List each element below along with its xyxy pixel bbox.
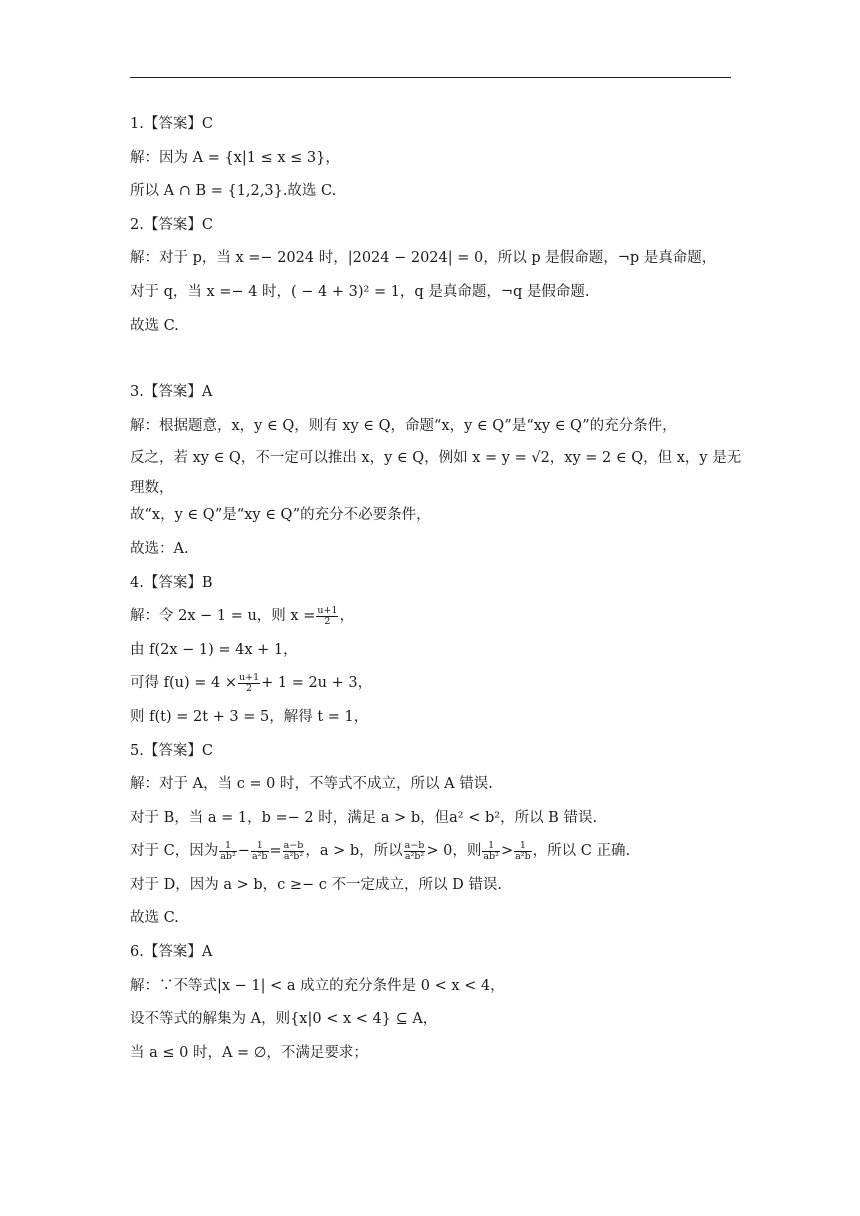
line-text: 可得 f(u) = 4 × xyxy=(130,675,237,692)
fraction-denominator: ab² xyxy=(220,850,236,862)
fraction xyxy=(514,841,532,862)
solution-line: 解：根据题意，x，y ∈ Q，则有 xy ∈ Q，命题“x，y ∈ Q”是“xy ∈ Q”的充分条件， xyxy=(130,417,677,434)
solution-line: 故选 C. xyxy=(130,910,179,927)
fraction-numerator: 1 xyxy=(514,841,532,852)
fraction-denominator: a²b xyxy=(251,850,268,862)
fraction-denominator: a²b xyxy=(515,850,531,862)
answer-heading-3: 3.【答案】A xyxy=(130,384,213,401)
fraction xyxy=(219,841,237,862)
answer-heading-4: 4.【答案】B xyxy=(130,574,213,591)
fraction-denominator: a²b² xyxy=(404,850,425,862)
fraction-numerator: 1 xyxy=(251,841,269,852)
answer-heading-6: 6.【答案】A xyxy=(130,944,213,961)
solution-line: 故选 C. xyxy=(130,317,179,334)
line-text: − xyxy=(237,843,250,860)
fraction-numerator: a−b xyxy=(404,839,425,851)
fraction xyxy=(238,673,260,694)
line-text: = xyxy=(269,843,282,860)
solution-line: 反之，若 xy ∈ Q，不一定可以推出 x，y ∈ Q，例如 x = y = √2，xy = 2 ∈ Q，但 x，y 是无 xyxy=(130,450,742,467)
fraction-numerator: 1 xyxy=(219,841,237,852)
spacer xyxy=(130,343,740,376)
fraction xyxy=(251,841,269,862)
fraction-numerator: 1 xyxy=(482,841,500,852)
fraction-numerator: a−b xyxy=(283,839,304,851)
fraction xyxy=(316,606,338,627)
fraction-denominator: a²b² xyxy=(283,850,304,862)
fraction-denominator: 2 xyxy=(324,615,331,627)
fraction xyxy=(283,841,305,862)
solution-line: 解：∵不等式|x − 1| < a 成立的充分条件是 0 < x < 4， xyxy=(130,977,505,994)
fraction-denominator: ab² xyxy=(483,850,499,862)
solution-line: 解：对于 p，当 x =− 2024 时，|2024 − 2024| = 0，所以 p 是假命题，¬p 是真命题， xyxy=(130,250,717,267)
solution-line: 对于 q，当 x =− 4 时，( − 4 + 3)² = 1，q 是真命题，¬q 是假命题. xyxy=(130,283,590,300)
answer-heading-1: 1.【答案】C xyxy=(130,116,213,132)
solution-line: 所以 A ∩ B = {1,2,3}.故选 C. xyxy=(130,183,337,200)
solution-line: 对于 B，当 a = 1，b =− 2 时，满足 a > b，但a² < b²，所以 B 错误. xyxy=(130,809,598,826)
fraction-denominator: 2 xyxy=(246,682,253,694)
header-rule xyxy=(130,77,731,78)
solution-line: 则 f(t) = 2t + 3 = 5，解得 t = 1， xyxy=(130,708,369,725)
line-text: > 0，则 xyxy=(426,843,482,860)
line-text: 对于 C，因为 xyxy=(130,843,219,860)
line-text: > xyxy=(500,843,514,860)
answer-heading-2: 2.【答案】C xyxy=(130,216,213,233)
solution-line: 解：对于 A，当 c = 0 时，不等式不成立，所以 A 错误. xyxy=(130,776,493,793)
answer-heading-5: 5.【答案】C xyxy=(130,742,213,759)
solution-line: 故选：A. xyxy=(130,540,189,557)
fraction xyxy=(482,841,500,862)
solution-line: 解：因为 A = {x|1 ≤ x ≤ 3}， xyxy=(130,149,340,166)
line-text: ，a > b，所以 xyxy=(305,843,403,860)
solution-line xyxy=(130,600,740,634)
solution-line: 故“x，y ∈ Q”是“xy ∈ Q”的充分不必要条件， xyxy=(130,507,431,524)
solution-line: 当 a ≤ 0 时，A = ∅，不满足要求； xyxy=(130,1044,368,1061)
answer-content xyxy=(130,108,740,1070)
solution-line: 设不等式的解集为 A，则{x|0 < x < 4} ⊆ A， xyxy=(130,1011,438,1028)
solution-line: 对于 D，因为 a > b，c ≥− c 不一定成立，所以 D 错误. xyxy=(130,876,502,893)
fraction-numerator: u+1 xyxy=(317,604,338,616)
line-text: + 1 = 2u + 3， xyxy=(261,675,373,692)
fraction xyxy=(404,841,426,862)
solution-line: 理数， xyxy=(130,480,174,497)
solution-line xyxy=(130,667,740,701)
line-text: ， xyxy=(339,608,354,625)
line-text: ，所以 C 正确. xyxy=(532,843,631,860)
solution-line xyxy=(130,835,740,869)
fraction-numerator: u+1 xyxy=(238,671,260,683)
solution-line: 由 f(2x − 1) = 4x + 1， xyxy=(130,641,298,658)
line-text: 解：令 2x − 1 = u，则 x = xyxy=(130,608,316,625)
